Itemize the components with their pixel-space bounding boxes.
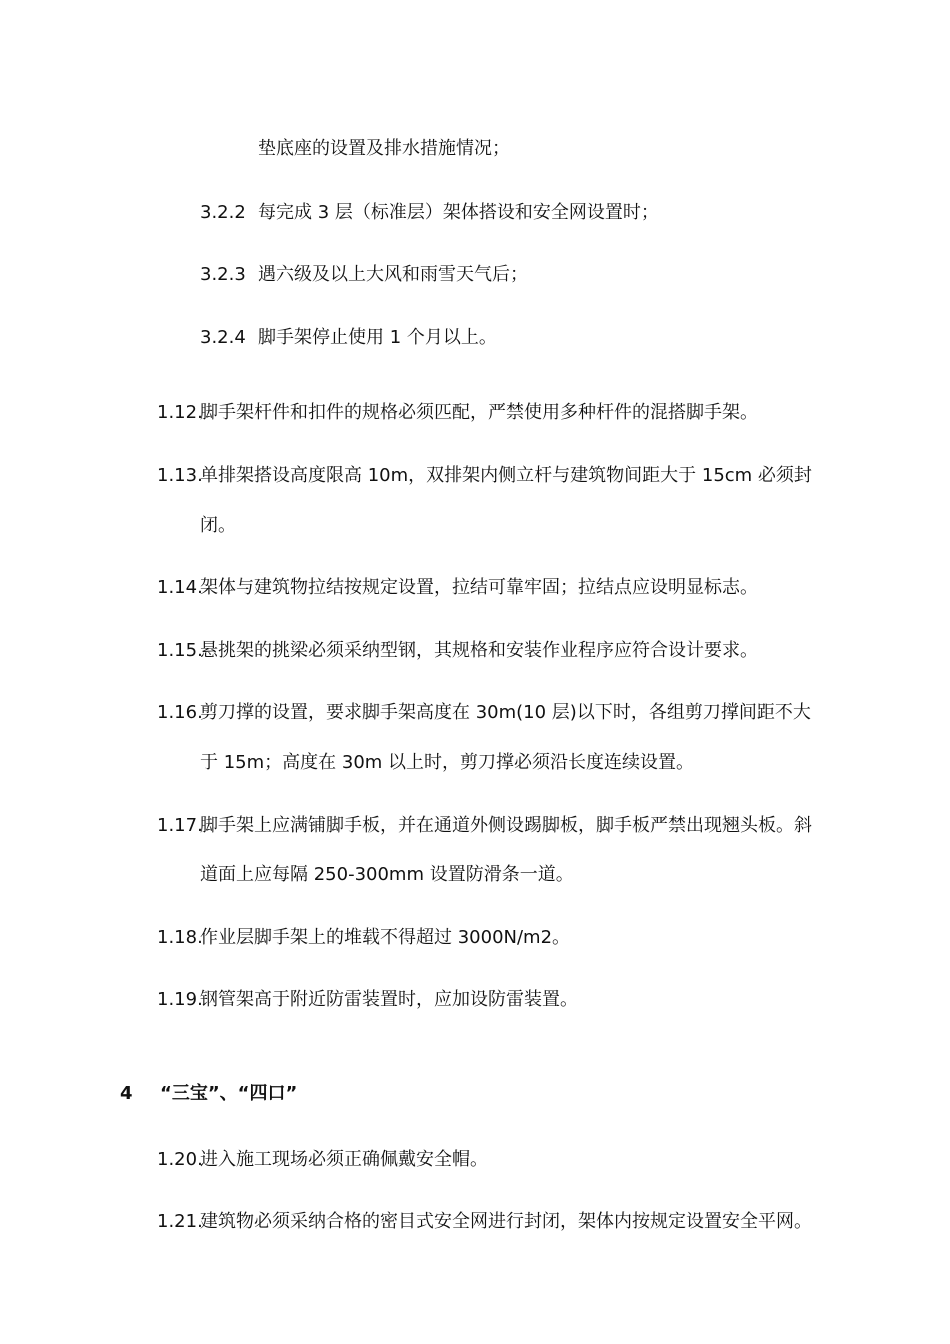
item-number: 1.17. bbox=[157, 815, 203, 836]
item-number: 1.20. bbox=[157, 1149, 203, 1170]
item-number: 1.18. bbox=[157, 927, 203, 948]
item-text: 单排架搭设高度限高 10m，双排架内侧立杆与建筑物间距大于 15cm 必须封 bbox=[200, 465, 812, 486]
continuation-text: 垫底座的设置及排水措施情况； bbox=[258, 138, 510, 159]
item-number: 1.14. bbox=[157, 577, 203, 598]
sub-item-number: 3.2.3 bbox=[200, 264, 246, 285]
item-text-continuation: 闭。 bbox=[200, 515, 236, 536]
item-text: 架体与建筑物拉结按规定设置，拉结可靠牢固；拉结点应设明显标志。 bbox=[200, 577, 758, 598]
item-text: 剪刀撑的设置，要求脚手架高度在 30m(10 层)以下时，各组剪刀撑间距不大 bbox=[200, 702, 811, 723]
item-number: 1.13. bbox=[157, 465, 203, 486]
sub-item-number: 3.2.4 bbox=[200, 327, 246, 348]
item-number: 1.12. bbox=[157, 402, 203, 423]
section-title: “三宝”、“四口” bbox=[160, 1083, 298, 1104]
item-text-continuation: 于 15m；高度在 30m 以上时，剪刀撑必须沿长度连续设置。 bbox=[200, 752, 695, 773]
item-number: 1.19. bbox=[157, 989, 203, 1010]
item-text: 悬挑架的挑梁必须采纳型钢，其规格和安装作业程序应符合设计要求。 bbox=[200, 640, 758, 661]
item-text: 脚手架上应满铺脚手板，并在通道外侧设踢脚板，脚手板严禁出现翘头板。斜 bbox=[200, 815, 812, 836]
sub-item-number: 3.2.2 bbox=[200, 202, 246, 223]
sub-item-text: 遇六级及以上大风和雨雪天气后； bbox=[258, 264, 528, 285]
item-text: 钢管架高于附近防雷装置时，应加设防雷装置。 bbox=[200, 989, 578, 1010]
item-number: 1.21. bbox=[157, 1211, 203, 1232]
item-text: 建筑物必须采纳合格的密目式安全网进行封闭，架体内按规定设置安全平网。 bbox=[200, 1211, 812, 1232]
sub-item-text: 每完成 3 层（标准层）架体搭设和安全网设置时； bbox=[258, 202, 659, 223]
item-text-continuation: 道面上应每隔 250-300mm 设置防滑条一道。 bbox=[200, 864, 574, 885]
sub-item-text: 脚手架停止使用 1 个月以上。 bbox=[258, 327, 497, 348]
item-text: 进入施工现场必须正确佩戴安全帽。 bbox=[200, 1149, 488, 1170]
item-number: 1.16. bbox=[157, 702, 203, 723]
item-text: 作业层脚手架上的堆载不得超过 3000N/m2。 bbox=[200, 927, 571, 948]
item-text: 脚手架杆件和扣件的规格必须匹配，严禁使用多种杆件的混搭脚手架。 bbox=[200, 402, 758, 423]
item-number: 1.15. bbox=[157, 640, 203, 661]
section-number: 4 bbox=[120, 1083, 133, 1104]
